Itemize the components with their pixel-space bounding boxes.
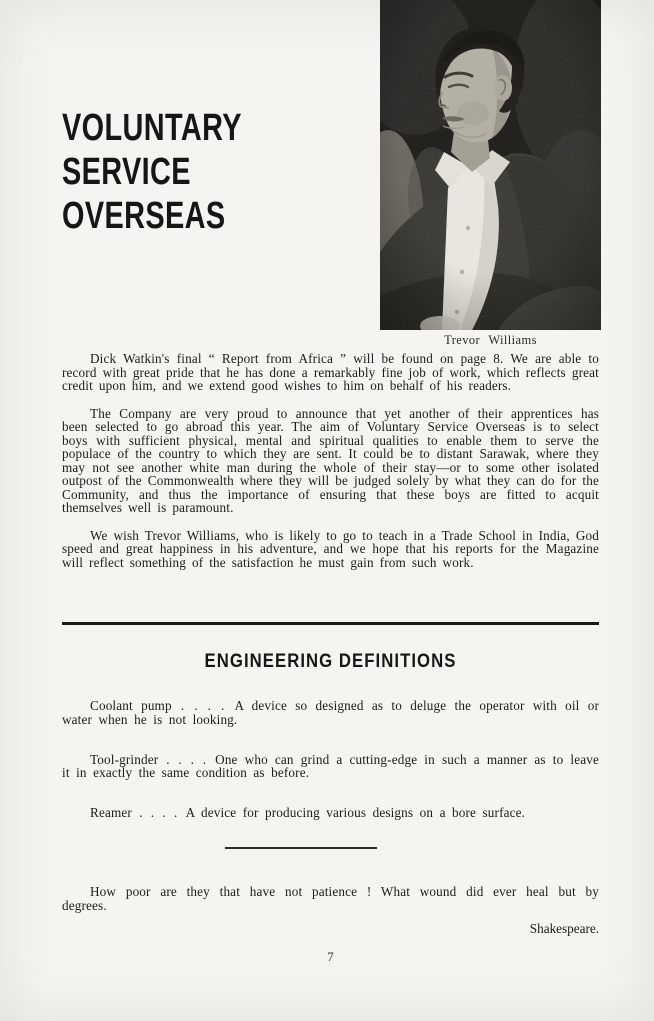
quote-block <box>62 885 599 936</box>
photo-caption: Trevor Williams <box>444 333 537 347</box>
quote-attribution: Shakespeare. <box>529 921 599 936</box>
section-divider-rule <box>62 622 599 625</box>
definition-text: A device so designed as to deluge the operator with oil or water when he is not looking. <box>62 698 599 727</box>
definition-term: Coolant pump <box>90 698 172 713</box>
portrait-photo <box>380 0 601 330</box>
definition-dots: . . . . <box>171 698 235 713</box>
definition-item <box>62 699 599 727</box>
quote-text: How poor are they that have not patience ! What wound did ever heal but by degrees. <box>62 884 599 913</box>
portrait-photo-figure <box>380 0 601 348</box>
definition-term: Tool-grinder <box>90 751 159 767</box>
page-title-line-2: SERVICE <box>62 151 191 193</box>
definition-item <box>62 806 599 820</box>
quote-divider-rule <box>225 847 377 849</box>
definition-text: One who can grind a cutting-edge in such a manner as to leave it in exactly the same condition as before. <box>62 751 600 781</box>
article-paragraph: Dick Watkin's final “ Report from Africa ” will be found on page 8. We are able to record with great pride that he has done a remarkably fine job of work, which reflects great credit upon him, and we extend good wishes to him on behalf of his readers. <box>62 351 599 393</box>
page-number: 7 <box>327 949 334 964</box>
article-paragraph: We wish Trevor Williams, who is likely to go to teach in a Trade School in India, God speed and great happiness in his adventure, and we hope that his reports for the Magazine will reflect something of the satisfaction he must gain from such work. <box>62 527 599 570</box>
article-body <box>62 352 599 583</box>
definition-text: A device for producing various designs on a bore surface. <box>185 805 526 821</box>
definition-dots: . . . . <box>158 751 216 767</box>
definition-term: Reamer <box>90 805 132 821</box>
definitions-heading: ENGINEERING DEFINITIONS <box>204 651 457 672</box>
definition-item <box>62 753 599 781</box>
article-paragraph: The Company are very proud to announce that yet another of their apprentices has been selected to go abroad this year. The aim of Voluntary Service Overseas is to select boys with sufficient physical, mental and spiritual qualities to enable them to serve the populace of the country to which they are sent. It could be to distant Sarawak, where they may not see another white man during the whole of their stay—or to some other isolated outpost of the Commonwealth where they will be judged solely by what they can do for the Community, and thus the importance of ensuring that these boys are fitted to acquit themselves well is paramount. <box>62 405 599 515</box>
definition-dots: . . . . <box>131 805 186 821</box>
page-title-line-1: VOLUNTARY <box>62 107 242 149</box>
definitions-section <box>62 651 599 846</box>
page-title-line-3: OVERSEAS <box>62 195 226 237</box>
page-title <box>62 106 242 238</box>
